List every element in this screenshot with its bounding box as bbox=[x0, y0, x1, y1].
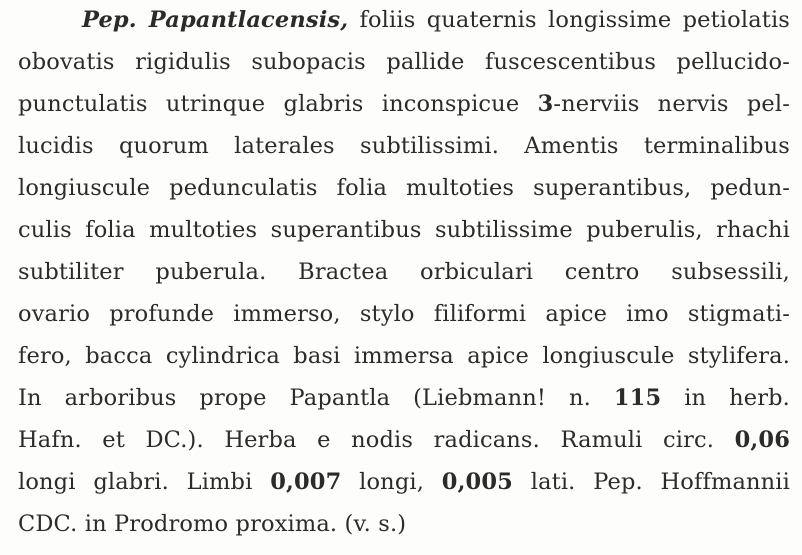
line-text: ovario profunde immerso, stylo filiformi apice imo stigmati- bbox=[18, 301, 790, 327]
line-text: -nerviis nervis pel- bbox=[553, 91, 791, 117]
text-line bbox=[18, 508, 790, 541]
line-text: longiuscule pedunculatis folia multoties superantibus, pedun- bbox=[18, 175, 790, 201]
line-text: lucidis quorum laterales subtilissimi. Amentis terminalibus bbox=[18, 133, 790, 159]
text-line bbox=[18, 172, 790, 205]
line-text: foliis quaternis longissime petiolatis bbox=[348, 7, 790, 33]
text-line bbox=[18, 256, 790, 289]
line-text: Hafn. et DC.). Herba e nodis radicans. Ramuli circ. bbox=[18, 427, 735, 453]
nerve-count: 3 bbox=[537, 91, 554, 117]
text-line bbox=[18, 466, 790, 499]
text-line bbox=[18, 46, 790, 79]
text-line bbox=[18, 340, 790, 373]
blade-width: 0,005 bbox=[441, 469, 513, 495]
line-text: longi, bbox=[341, 469, 442, 495]
line-text: In arboribus prope Papantla (Liebmann! n. bbox=[18, 385, 614, 411]
line-text: in herb. bbox=[661, 385, 790, 411]
line-text: longi glabri. Limbi bbox=[18, 469, 271, 495]
text-line bbox=[18, 382, 790, 415]
text-line bbox=[18, 88, 790, 121]
text-line bbox=[18, 4, 790, 37]
specimen-number: 115 bbox=[613, 385, 662, 411]
text-line bbox=[18, 214, 790, 247]
text-line bbox=[18, 424, 790, 457]
line-text: CDC. in Prodromo proxima. (v. s.) bbox=[18, 511, 407, 537]
line-text: subtiliter puberula. Bractea orbiculari centro subsessili, bbox=[18, 259, 790, 285]
line-text: lati. Pep. Hoffmannii bbox=[512, 469, 790, 495]
blade-length: 0,007 bbox=[270, 469, 342, 495]
line-text: punctulatis utrinque glabris inconspicue bbox=[18, 91, 538, 117]
text-line bbox=[18, 130, 790, 163]
line-text: obovatis rigidulis subopacis pallide fuscescentibus pellucido- bbox=[18, 49, 790, 75]
species-name: Pep. Papantlacensis, bbox=[82, 7, 349, 33]
line-text: culis folia multoties superantibus subtilissime puberulis, rhachi bbox=[18, 217, 790, 243]
line-text: fero, bacca cylindrica basi immersa apice longiuscule stylifera. bbox=[18, 343, 790, 369]
text-line bbox=[18, 298, 790, 331]
branch-measurement: 0,06 bbox=[734, 427, 790, 453]
